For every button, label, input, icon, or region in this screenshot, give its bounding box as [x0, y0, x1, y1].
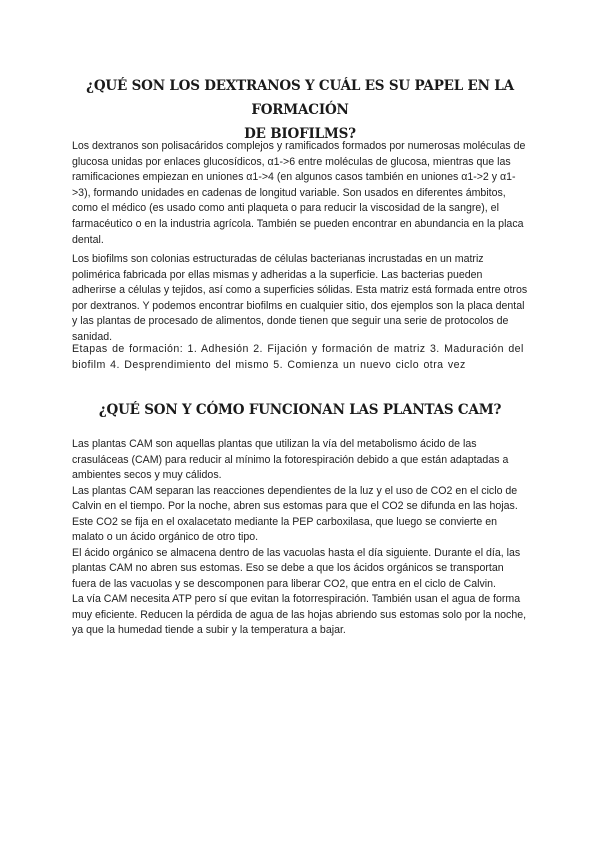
paragraph-cam-night: Las plantas CAM separan las reacciones dependientes de la luz y el uso de CO2 en el ciclo de Calvin en el tiempo. Por la noche, abren sus estomas para que el CO2 se difunda en las hojas. Este CO2 se fija en el oxalacetato mediante la PEP carboxilasa, que luego se convierte en malato o un ácido orgánico de otro tipo. [72, 484, 518, 543]
section-title-plantas-cam: ¿QUÉ SON Y CÓMO FUNCIONAN LAS PLANTAS CAM? [98, 402, 502, 418]
section-title-line: ¿QUÉ SON LOS DEXTRANOS Y CUÁL ES SU PAPEL EN LA FORMACIÓN [86, 78, 514, 118]
paragraph-biofilm-stages: Etapas de formación: 1. Adhesión 2. Fijación y formación de matriz 3. Maduración del biofilm 4. Desprendimiento del mismo 5. Comienza un nuevo ciclo otra vez [72, 343, 524, 371]
paragraph-biofilms-definition: Los biofilms son colonias estructuradas de células bacterianas incrustadas en un matriz polimérica fabricada por ellas mismas y adheridas a la superficie. Las bacterias pueden adherirse a células y tejidos, así como a superficies sólidas. Esta matriz está formada entre otros por dextranos. Y podemos encontrar biofilms en cualquier sitio, dos ejemplos son la placa dental y las plantas de procesado de alimentos, donde tienen que seguir una serie de protocolos de sanidad. [72, 253, 528, 343]
section-title-line: DE BIOFILMS? [244, 126, 356, 142]
section-title-dextranos [60, 74, 540, 146]
section-body-plantas-cam [72, 437, 528, 639]
paragraph-cam-efficiency: La vía CAM necesita ATP pero sí que evitan la fotorrespiración. También usan el agua de forma muy eficiente. Reducen la pérdida de agua de las hojas abriendo sus estomas solo por la noche, ya que la humedad tiende a subir y la temperatura a bajar. [72, 593, 527, 636]
paragraph-cam-definition: Las plantas CAM son aquellas plantas que utilizan la vía del metabolismo ácido de las crasuláceas (CAM) para reducir al mínimo la fotorespiración debido a que están adaptadas a ambientes secos y muy cálidos. [72, 438, 509, 481]
paragraph-dextranos-definition: Los dextranos son polisacáridos complejos y ramificados formados por numerosas moléculas de glucosa unidas por enlaces glucosídicos, α1->6 entre moléculas de glucosa, mientras que las ramificaciones empiezan en uniones α1->4 (en algunos casos también en uniones α1->2 y α1->3), formando unidades en cadenas de longitud variable. Son usados en diferentes ámbitos, como el médico (es usado como anti plaqueta o para reducir la viscosidad de la sangre), el farmacéutico o en la industria agrícola. También se pueden encontrar en abundancia en la placa dental. [72, 140, 526, 246]
paragraph-cam-day: El ácido orgánico se almacena dentro de las vacuolas hasta el día siguiente. Durante el día, las plantas CAM no abren sus estomas. Eso se debe a que los ácidos orgánicos se transportan fuera de las vacuolas y se descomponen para liberar CO2, que entra en el ciclo de Calvin. [72, 546, 521, 590]
